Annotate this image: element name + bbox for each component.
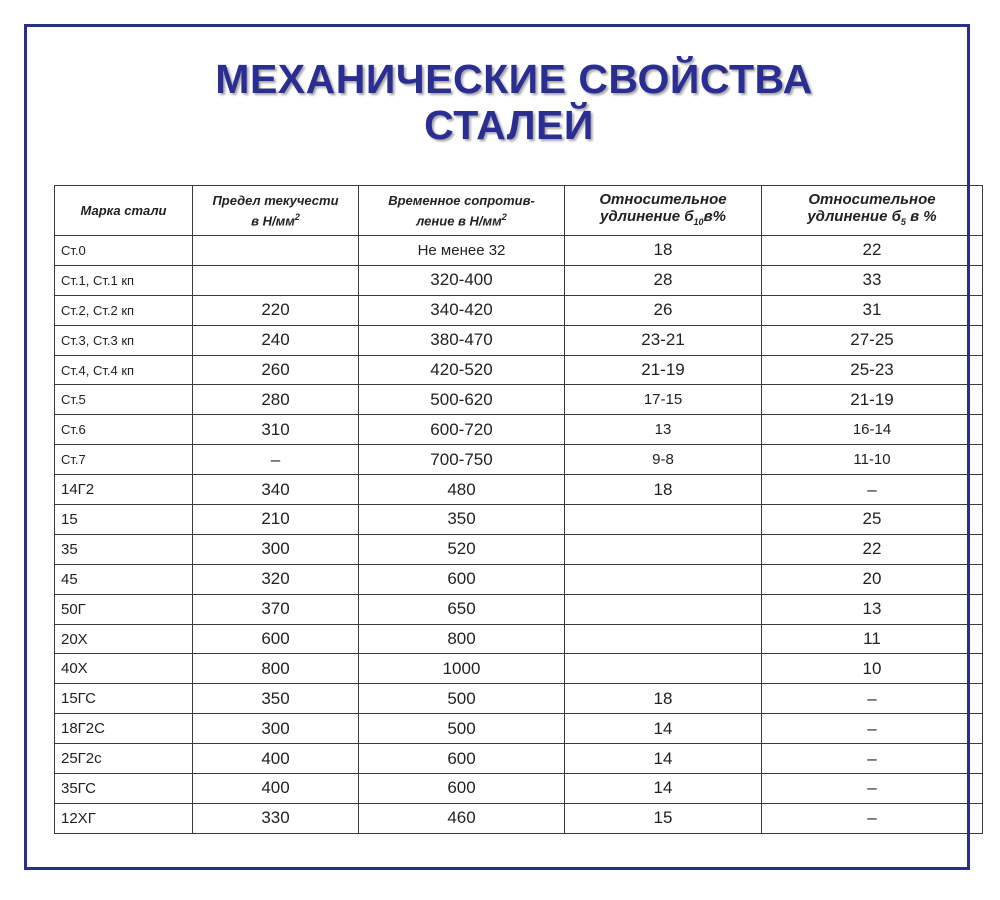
table-row <box>55 355 983 385</box>
cell-grade: 14Г2 <box>55 475 193 505</box>
cell-elong5: 25 <box>762 505 983 535</box>
table-row <box>55 445 983 475</box>
cell-tensile: 800 <box>359 624 565 654</box>
cell-grade: 25Г2с <box>55 744 193 774</box>
cell-tensile: 350 <box>359 505 565 535</box>
cell-grade: Ст.3, Ст.3 кп <box>55 325 193 355</box>
cell-grade: 35ГС <box>55 774 193 804</box>
header-grade <box>55 186 193 236</box>
cell-elong5: – <box>762 803 983 833</box>
cell-grade: 15ГС <box>55 684 193 714</box>
table-row <box>55 774 983 804</box>
cell-yield: 260 <box>193 355 359 385</box>
cell-tensile: 600 <box>359 774 565 804</box>
cell-elong10: 17-15 <box>565 385 762 415</box>
cell-grade: 20Х <box>55 624 193 654</box>
cell-yield: 220 <box>193 295 359 325</box>
cell-elong5: 31 <box>762 295 983 325</box>
cell-elong5: 27-25 <box>762 325 983 355</box>
cell-elong10 <box>565 505 762 535</box>
cell-elong10: 15 <box>565 803 762 833</box>
header-elong5-sub: 5 <box>900 216 906 227</box>
title-line-2: СТАЛЕЙ <box>424 102 594 148</box>
header-elong5-line1: Относительное <box>808 190 936 208</box>
cell-tensile: 420-520 <box>359 355 565 385</box>
cell-elong10 <box>565 624 762 654</box>
cell-yield <box>193 236 359 266</box>
cell-tensile: 460 <box>359 803 565 833</box>
cell-elong10 <box>565 534 762 564</box>
table-row <box>55 236 983 266</box>
header-elong5-line2b: в % <box>910 207 937 225</box>
cell-grade: Ст.4, Ст.4 кп <box>55 355 193 385</box>
table-row <box>55 534 983 564</box>
cell-elong5: 22 <box>762 236 983 266</box>
cell-elong10: 26 <box>565 295 762 325</box>
cell-grade: Ст.5 <box>55 385 193 415</box>
header-elongation-10 <box>565 186 762 236</box>
cell-grade: 12ХГ <box>55 803 193 833</box>
cell-grade: 50Г <box>55 594 193 624</box>
cell-yield: 600 <box>193 624 359 654</box>
cell-elong5: – <box>762 714 983 744</box>
cell-yield: 240 <box>193 325 359 355</box>
cell-yield: 320 <box>193 564 359 594</box>
cell-yield: 340 <box>193 475 359 505</box>
cell-yield: – <box>193 445 359 475</box>
table-row <box>55 295 983 325</box>
table-row <box>55 415 983 445</box>
cell-yield: 350 <box>193 684 359 714</box>
table-row <box>55 624 983 654</box>
cell-grade: 18Г2С <box>55 714 193 744</box>
page-title <box>0 56 1000 148</box>
header-elong10-line1: Относительное <box>599 190 727 208</box>
header-yield-sup: 2 <box>294 211 300 222</box>
cell-elong5: 11-10 <box>762 445 983 475</box>
cell-elong10 <box>565 654 762 684</box>
cell-elong5: 20 <box>762 564 983 594</box>
cell-tensile: 500-620 <box>359 385 565 415</box>
table-row <box>55 714 983 744</box>
cell-tensile: 700-750 <box>359 445 565 475</box>
cell-elong5: 33 <box>762 265 983 295</box>
header-tensile-line1: Временное сопротив- <box>388 192 535 208</box>
cell-grade: 35 <box>55 534 193 564</box>
cell-elong5: 21-19 <box>762 385 983 415</box>
header-grade-label: Марка стали <box>80 203 167 218</box>
cell-tensile: 340-420 <box>359 295 565 325</box>
cell-elong5: – <box>762 744 983 774</box>
table-row <box>55 654 983 684</box>
table-row <box>55 684 983 714</box>
cell-elong10 <box>565 594 762 624</box>
header-tensile-strength <box>359 186 565 236</box>
cell-tensile: 480 <box>359 475 565 505</box>
cell-grade: Ст.2, Ст.2 кп <box>55 295 193 325</box>
cell-elong10: 14 <box>565 744 762 774</box>
table-row <box>55 385 983 415</box>
cell-grade: Ст.1, Ст.1 кп <box>55 265 193 295</box>
cell-elong10: 18 <box>565 236 762 266</box>
cell-elong5: 16-14 <box>762 415 983 445</box>
table-header-row <box>55 186 983 236</box>
cell-elong5: – <box>762 475 983 505</box>
header-tensile-line2: ление в Н/мм <box>416 213 502 229</box>
cell-yield: 210 <box>193 505 359 535</box>
cell-elong10: 9-8 <box>565 445 762 475</box>
table-body <box>55 236 983 834</box>
cell-grade: Ст.6 <box>55 415 193 445</box>
header-yield-line1: Предел текучести <box>212 192 339 208</box>
cell-tensile: 600-720 <box>359 415 565 445</box>
table-row <box>55 475 983 505</box>
cell-tensile: 500 <box>359 684 565 714</box>
table-row <box>55 265 983 295</box>
cell-tensile: 1000 <box>359 654 565 684</box>
cell-grade: 40Х <box>55 654 193 684</box>
cell-yield: 300 <box>193 534 359 564</box>
cell-elong10: 18 <box>565 684 762 714</box>
table-row <box>55 505 983 535</box>
cell-elong10: 23-21 <box>565 325 762 355</box>
cell-yield <box>193 265 359 295</box>
header-elong10-line2b: в% <box>703 207 726 225</box>
table-row <box>55 594 983 624</box>
header-yield-strength <box>193 186 359 236</box>
header-tensile-sup: 2 <box>501 211 507 222</box>
cell-yield: 280 <box>193 385 359 415</box>
table-row <box>55 325 983 355</box>
cell-elong5: 10 <box>762 654 983 684</box>
cell-yield: 310 <box>193 415 359 445</box>
cell-elong5: 13 <box>762 594 983 624</box>
cell-tensile: 380-470 <box>359 325 565 355</box>
cell-elong5: 22 <box>762 534 983 564</box>
cell-elong10: 28 <box>565 265 762 295</box>
cell-tensile: 650 <box>359 594 565 624</box>
cell-grade: 45 <box>55 564 193 594</box>
cell-elong5: 25-23 <box>762 355 983 385</box>
cell-elong5: – <box>762 684 983 714</box>
cell-elong5: 11 <box>762 624 983 654</box>
cell-tensile: 320-400 <box>359 265 565 295</box>
cell-elong10: 13 <box>565 415 762 445</box>
cell-yield: 400 <box>193 744 359 774</box>
cell-grade: Ст.7 <box>55 445 193 475</box>
cell-tensile: Не менее 32 <box>359 236 565 266</box>
steel-properties-table <box>54 185 983 834</box>
header-elong10-sub: 10 <box>693 216 704 227</box>
cell-yield: 330 <box>193 803 359 833</box>
table-row <box>55 744 983 774</box>
cell-tensile: 520 <box>359 534 565 564</box>
cell-yield: 370 <box>193 594 359 624</box>
header-elong10-line2a: удлинение б <box>600 207 694 225</box>
cell-yield: 300 <box>193 714 359 744</box>
cell-tensile: 600 <box>359 744 565 774</box>
table-row <box>55 803 983 833</box>
cell-tensile: 600 <box>359 564 565 594</box>
cell-grade: 15 <box>55 505 193 535</box>
cell-yield: 400 <box>193 774 359 804</box>
cell-grade: Ст.0 <box>55 236 193 266</box>
cell-elong10: 18 <box>565 475 762 505</box>
cell-tensile: 500 <box>359 714 565 744</box>
cell-yield: 800 <box>193 654 359 684</box>
header-elongation-5 <box>762 186 983 236</box>
cell-elong10 <box>565 564 762 594</box>
cell-elong5: – <box>762 774 983 804</box>
header-yield-line2: в Н/мм <box>251 213 295 229</box>
cell-elong10: 14 <box>565 774 762 804</box>
cell-elong10: 21-19 <box>565 355 762 385</box>
title-line-1: МЕХАНИЧЕСКИЕ СВОЙСТВА <box>215 56 813 102</box>
header-elong5-line2a: удлинение б <box>807 207 901 225</box>
cell-elong10: 14 <box>565 714 762 744</box>
table-row <box>55 564 983 594</box>
